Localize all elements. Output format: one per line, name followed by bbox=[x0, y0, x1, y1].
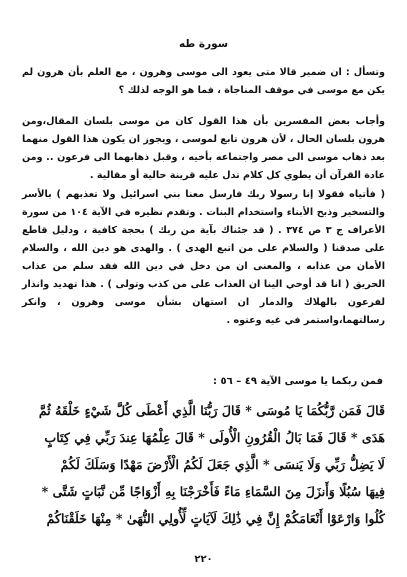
paragraph-answer: وأجاب بعض المفسرين بأن هذا القول كان من موسى بلسان المقال،ومن هرون بلسان الحال ، لأن هرون تابع لموسى ، ويجوز ان يكون هذا القول منهما بعد ذهاب موسى الى مصر واجتماعه بأخيه ، وقبل ذهابهما الى فرعون .. ومن عادة القرآن أن يطوي كل كلام تدل عليه قرينة حالية أو مقالية . bbox=[22, 116, 385, 181]
paragraph-question: وتسأل : ان ضمير قالا متى يعود الى موسى وهرون ، مع العلم بأن هرون لم يكن مع موسى في موقف المناجاة ، فما هو الوجه لذلك ؟ bbox=[22, 67, 385, 96]
quran-verse-line: هَدَى * قَالَ فَمَا بَالُ الْقُرُونِ الْأُولَى * قَالَ عِلْمُهَا عِندَ رَبِّي فِي كِتَابٍ bbox=[44, 430, 385, 445]
page-number: ٢٢٠ bbox=[194, 554, 213, 565]
quran-verse-line: كُلُوا وَارْعَوْا أَنْعَامَكُمْ إِنَّ فِي ذَٰلِكَ لَآيَاتٍ لِّأُولِي النُّهَىٰ * مِنْهَا خَلَقْنَاكُمْ bbox=[46, 511, 385, 526]
quran-verse-line: فِيهَا سُبُلًا وَأَنزَلَ مِنَ السَّمَاءِ مَاءً فَأَخْرَجْنَا بِهِ أَزْوَاجًا مِّن نَّبَاتٍ شَتَّى * bbox=[41, 484, 385, 499]
paragraph-commentary: ( فأتياه فقولا إنا رسولا ربك فارسل معنا بني اسرائيل ولا تعذبهم ) بالأسر والتسخير وذبح الأبناء واستخدام البنات . وتقدم نظيره في الآية ١٠٤ من سورة الأعراف ج ٣ ص ٣٧٤ . ( قد جئناك بآية من ربك ) بحجة كافية ، ودليل قاطع على صدقنا ( والسلام على من اتبع الهدى ) . والهدى هو دين الله ، والسلام الأمان من عذابه ، والمعنى ان من دخل في دين الله فقد سلم من عذاب الحريق ( انا قد أوحي الينا ان العذاب على من كذب وتولى ) . هذا تهديد وانذار لفرعون بالهلاك والدمار ان استهان بشأن موسى وهرون ، وانكر رسالتهما،واستمر في غيه وعتوه . bbox=[22, 189, 386, 326]
surah-title: سورة طه bbox=[178, 38, 229, 50]
quran-verse-line: لَا يَضِلُّ رَبِّي وَلَا يَنسَى * الَّذِي جَعَلَ لَكُمُ الْأَرْضَ مَهْدًا وَسَلَكَ لَكُمْ bbox=[60, 457, 385, 472]
quran-verse-line: قَالَ فَمَن رَّبُّكُمَا يَا مُوسَى * قَالَ رَبُّنَا الَّذِي أَعْطَى كُلَّ شَيْءٍ خَلْقَهُ ثُمَّ bbox=[38, 403, 385, 418]
section-heading: فمن ربكما يا موسى الآية ٤٩ – ٥٦ : bbox=[213, 376, 383, 387]
